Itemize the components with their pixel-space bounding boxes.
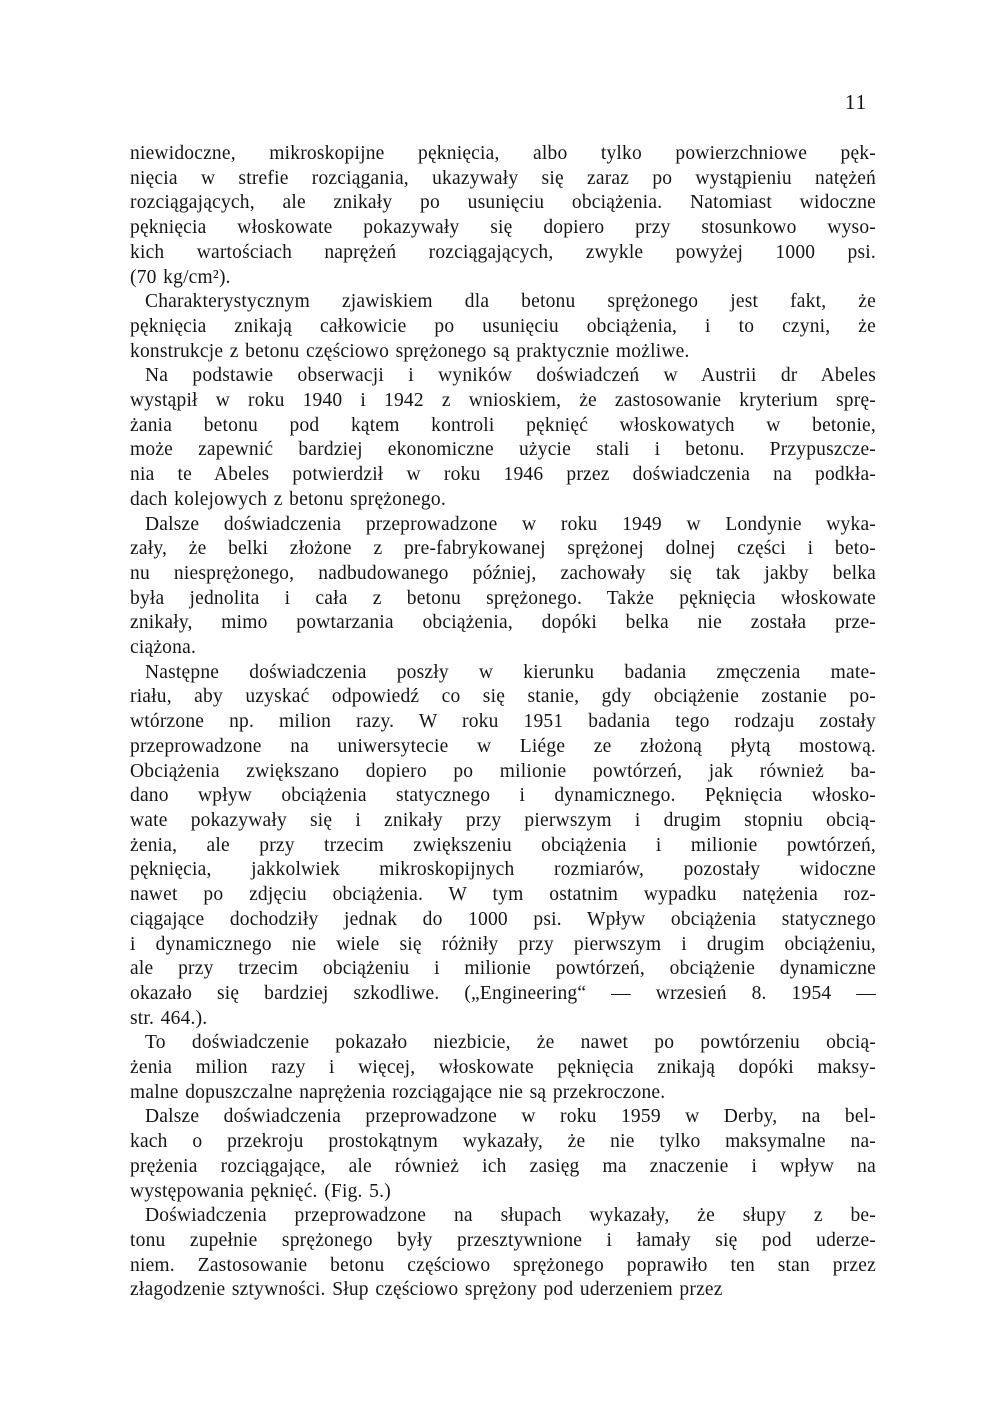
- text-line: (70 kg/cm²).: [130, 266, 231, 288]
- text-line: nu niesprężonego, nadbudowanego później, zachowały się tak jakby belka: [130, 562, 876, 584]
- text-line: znikały, mimo powtarzania obciążenia, dopóki belka nie została prze-: [130, 612, 876, 634]
- text-line: i dynamicznego nie wiele się różniły przy pierwszym i drugim obciążeniu,: [130, 933, 876, 955]
- paragraph: [130, 142, 876, 290]
- text-line: kach o przekroju prostokątnym wykazały, że nie tylko maksymalne na-: [130, 1131, 876, 1153]
- text-line: nia te Abeles potwierdził w roku 1946 przez doświadczenia na podkła-: [130, 464, 876, 486]
- text-block: [130, 142, 876, 1303]
- text-line: dano wpływ obciążenia statycznego i dynamicznego. Pęknięcia włosko-: [130, 785, 876, 807]
- text-line: Charakterystycznym zjawiskiem dla betonu sprężonego jest fakt, że: [145, 291, 876, 313]
- paragraph: [130, 1204, 876, 1303]
- text-line: nawet po zdjęciu obciążenia. W tym ostatnim wypadku natężenia roz-: [130, 884, 876, 906]
- text-line: okazało się bardziej szkodliwe. („Engineering“ — wrzesień 8. 1954 —: [130, 982, 876, 1004]
- text-line: tonu zupełnie sprężonego były przesztywnione i łamały się pod uderze-: [130, 1229, 876, 1251]
- paragraph: [130, 1031, 876, 1105]
- text-line: występowania pęknięć. (Fig. 5.): [130, 1180, 391, 1202]
- text-line: niewidoczne, mikroskopijne pęknięcia, albo tylko powierzchniowe pęk-: [130, 143, 876, 164]
- text-line: Doświadczenia przeprowadzone na słupach wykazały, że słupy z be-: [145, 1205, 876, 1227]
- text-line: niem. Zastosowanie betonu częściowo sprężonego poprawiło ten stan przez: [130, 1254, 876, 1276]
- text-line: ciągające dochodziły jednak do 1000 psi. Wpływ obciążenia statycznego: [130, 908, 876, 930]
- text-line: Dalsze doświadczenia przeprowadzone w roku 1949 w Londynie wyka-: [145, 513, 876, 535]
- text-line: ale przy trzecim obciążeniu i milionie powtórzeń, obciążenie dynamiczne: [130, 958, 876, 980]
- text-line: była jednolita i cała z betonu sprężonego. Także pęknięcia włoskowate: [130, 587, 876, 609]
- page-number: 11: [844, 90, 868, 114]
- text-line: może zapewnić bardziej ekonomiczne użycie stali i betonu. Przypuszcze-: [130, 439, 876, 461]
- text-line: wtórzone np. milion razy. W roku 1951 badania tego rodzaju zostały: [130, 711, 876, 733]
- text-line: nięcia w strefie rozciągania, ukazywały się zaraz po wystąpieniu natężeń: [130, 167, 876, 189]
- text-line: Następne doświadczenia poszły w kierunku badania zmęczenia mate-: [145, 661, 876, 683]
- text-line: Obciążenia zwiększano dopiero po milionie powtórzeń, jak również ba-: [130, 760, 876, 782]
- text-line: str. 464.).: [130, 1007, 208, 1029]
- text-line: żania betonu pod kątem kontroli pęknięć włoskowatych w betonie,: [130, 414, 876, 436]
- text-line: To doświadczenie pokazało niezbicie, że nawet po powtórzeniu obcią-: [145, 1032, 876, 1054]
- paragraph: [130, 364, 876, 512]
- paragraph: [130, 290, 876, 364]
- text-line: rozciągających, ale znikały po usunięciu obciążenia. Natomiast widoczne: [130, 192, 876, 214]
- text-line: ciążona.: [130, 637, 197, 659]
- text-line: przeprowadzone na uniwersytecie w Liége ze złożoną płytą mostową.: [130, 735, 876, 757]
- text-line: Na podstawie obserwacji i wyników doświadczeń w Austrii dr Abeles: [145, 365, 876, 387]
- text-line: wate pokazywały się i znikały przy pierwszym i drugim stopniu obcią-: [130, 809, 876, 831]
- text-line: wystąpił w roku 1940 i 1942 z wnioskiem, że zastosowanie kryterium sprę-: [130, 390, 876, 412]
- text-line: riału, aby uzyskać odpowiedź co się stanie, gdy obciążenie zostanie po-: [130, 686, 876, 708]
- text-line: prężenia rozciągające, ale również ich zasięg ma znaczenie i wpływ na: [130, 1155, 876, 1177]
- text-line: zały, że belki złożone z pre-fabrykowanej sprężonej dolnej części i beto-: [130, 538, 876, 560]
- paragraph: [130, 661, 876, 1032]
- text-line: pęknięcia znikają całkowicie po usunięciu obciążenia, i to czyni, że: [130, 315, 876, 337]
- text-line: kich wartościach naprężeń rozciągających, zwykle powyżej 1000 psi.: [130, 241, 876, 263]
- text-line: żenia milion razy i więcej, włoskowate pęknięcia znikają dopóki maksy-: [130, 1057, 876, 1079]
- text-line: pęknięcia, jakkolwiek mikroskopijnych rozmiarów, pozostały widoczne: [130, 859, 876, 881]
- text-line: pęknięcia włoskowate pokazywały się dopiero przy stosunkowo wyso-: [130, 217, 876, 239]
- text-line: malne dopuszczalne naprężenia rozciągające nie są przekroczone.: [130, 1081, 666, 1103]
- text-line: Dalsze doświadczenia przeprowadzone w roku 1959 w Derby, na bel-: [145, 1106, 876, 1128]
- paragraph: [130, 1105, 876, 1204]
- text-line: dach kolejowych z betonu sprężonego.: [130, 488, 446, 510]
- text-line: żenia, ale przy trzecim zwiększeniu obciążenia i milionie powtórzeń,: [130, 834, 876, 856]
- text-line: złagodzenie sztywności. Słup częściowo sprężony pod uderzeniem przez: [130, 1279, 723, 1301]
- paragraph: [130, 513, 876, 661]
- text-line: konstrukcje z betonu częściowo sprężonego są praktycznie możliwe.: [130, 340, 690, 362]
